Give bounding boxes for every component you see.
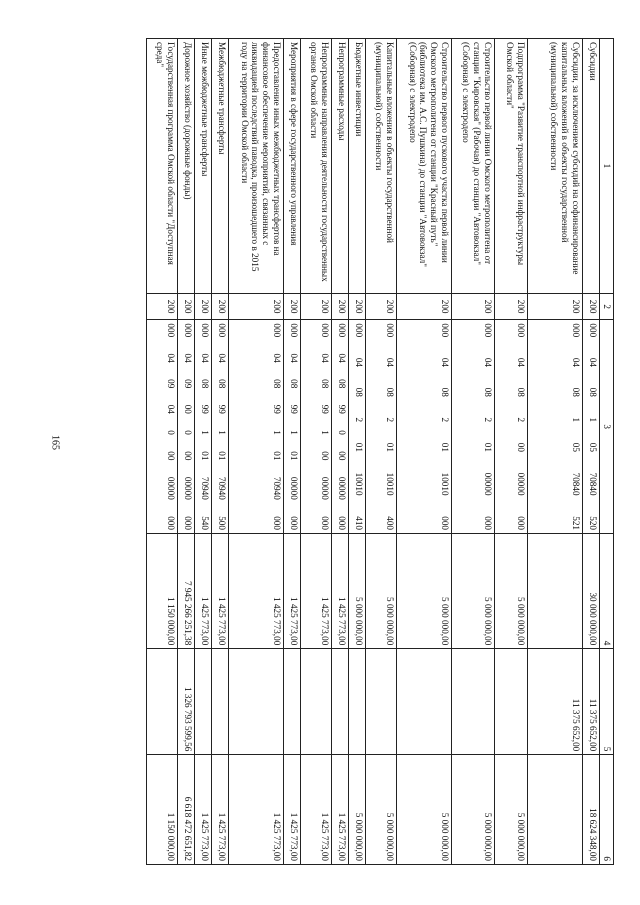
row-code-cell: 200 <box>349 293 366 320</box>
row-code-cell: 200 <box>301 293 332 320</box>
header-col-6: 6 <box>600 755 614 865</box>
classification-code: 520 <box>588 516 599 530</box>
classification-code: 00 <box>516 442 527 452</box>
row-code-cell: 200 <box>229 293 284 320</box>
classification-code: 000 <box>483 516 494 530</box>
classification-code: 70840 <box>588 472 599 496</box>
classification-code: 000 <box>354 323 365 338</box>
classification-codes <box>384 323 395 530</box>
classification-code: 99 <box>337 404 348 414</box>
header-col-5: 5 <box>600 649 614 755</box>
row-classification-cell <box>284 320 301 534</box>
classification-code: 000 <box>337 516 348 530</box>
classification-codes <box>199 323 210 530</box>
classification-code: 000 <box>289 516 300 530</box>
classification-code: 000 <box>440 323 451 338</box>
classification-code: 01 <box>385 442 396 452</box>
row-amount-regional-cell: 1 150 000,00 <box>147 755 178 865</box>
classification-code: 08 <box>354 387 365 397</box>
classification-code: 04 <box>385 357 396 367</box>
classification-code: 99 <box>217 404 228 414</box>
row-amount-total-cell: 1 425 773,00 <box>284 534 301 649</box>
classification-code: 99 <box>272 404 283 414</box>
classification-code: 70940 <box>217 476 228 500</box>
classification-codes <box>439 323 450 530</box>
classification-code: 08 <box>516 387 527 397</box>
classification-code: 05 <box>571 442 582 452</box>
classification-code: 000 <box>166 516 177 530</box>
classification-code: 08 <box>588 387 599 397</box>
classification-codes <box>319 323 330 530</box>
row-amount-fed-cell: 11 375 652,00 <box>528 649 583 755</box>
classification-code: 000 <box>289 323 300 338</box>
classification-code: 1 <box>272 430 283 435</box>
classification-code: 1 <box>289 430 300 435</box>
row-amount-total-cell: 30 000 000,00 <box>583 534 600 649</box>
page-number: 165 <box>49 435 61 450</box>
row-amount-fed-cell: 11 375 652,00 <box>583 649 600 755</box>
classification-code: 00 <box>166 451 177 461</box>
row-name-cell: Субсидии <box>583 39 600 294</box>
row-amount-fed-cell <box>332 649 349 755</box>
classification-code: 01 <box>483 442 494 452</box>
classification-code: 04 <box>440 357 451 367</box>
row-name-cell: Субсидии, за исключением субсидий на софинансирование капитальных вложений в объекты государственной (муниципальной) собственности <box>528 39 583 294</box>
row-code-cell: 200 <box>284 293 301 320</box>
classification-codes <box>482 323 493 530</box>
classification-code: 04 <box>183 353 194 363</box>
classification-code: 000 <box>516 516 527 530</box>
classification-code: 04 <box>354 357 365 367</box>
row-classification-cell <box>301 320 332 534</box>
row-code-cell: 200 <box>452 293 495 320</box>
row-code-cell: 200 <box>332 293 349 320</box>
row-classification-cell <box>349 320 366 534</box>
row-classification-cell <box>195 320 212 534</box>
classification-code: 000 <box>272 516 283 530</box>
row-classification-cell <box>397 320 452 534</box>
row-name-cell: Строительство первого пускового участка первой линии Омского метрополитена от станции "Красный путь" (библиотека им. А.С. Пушкина) до станции "Автовокзал" (Соборная) с электродепо <box>397 39 452 294</box>
classification-code: 04 <box>571 357 582 367</box>
row-amount-fed-cell <box>349 649 366 755</box>
classification-code: 01 <box>354 442 365 452</box>
row-amount-regional-cell: 1 425 773,00 <box>332 755 349 865</box>
classification-code: 000 <box>166 323 177 338</box>
classification-code: 000 <box>385 323 396 338</box>
row-amount-total-cell: 1 425 773,00 <box>229 534 284 649</box>
row-amount-regional-cell: 1 425 773,00 <box>284 755 301 865</box>
row-code-cell: 200 <box>528 293 583 320</box>
classification-code: 08 <box>571 387 582 397</box>
classification-code: 10010 <box>385 472 396 496</box>
classification-code: 08 <box>320 379 331 389</box>
row-amount-fed-cell <box>452 649 495 755</box>
row-name-cell: Мероприятия в сфере государственного управления <box>284 39 301 294</box>
row-amount-fed-cell <box>366 649 397 755</box>
table-row <box>495 39 528 865</box>
row-code-cell: 200 <box>583 293 600 320</box>
classification-code: 00000 <box>337 476 348 500</box>
classification-code: 70840 <box>571 472 582 496</box>
row-name-cell: Капитальные вложения в объекты государственной (муниципальной) собственности <box>366 39 397 294</box>
classification-code: 1 <box>588 417 599 423</box>
classification-code: 2 <box>385 417 396 423</box>
classification-code: 01 <box>289 451 300 461</box>
row-amount-fed-cell: 1 326 793 599,56 <box>178 649 195 755</box>
classification-codes <box>353 323 364 530</box>
row-amount-regional-cell: 18 624 348,00 <box>583 755 600 865</box>
classification-code: 000 <box>183 516 194 530</box>
classification-code: 70940 <box>272 476 283 500</box>
classification-code: 000 <box>272 323 283 338</box>
classification-code: 08 <box>217 379 228 389</box>
row-amount-regional-cell: 5 000 000,00 <box>349 755 366 865</box>
classification-code: 99 <box>320 404 331 414</box>
row-name-cell: Подпрограмма "Развитие транспортной инфраструктуры Омской области" <box>495 39 528 294</box>
classification-codes <box>515 323 526 530</box>
classification-code: 00000 <box>483 472 494 496</box>
classification-code: 04 <box>320 353 331 363</box>
classification-code: 04 <box>272 353 283 363</box>
classification-code: 000 <box>516 323 527 338</box>
row-amount-regional-cell <box>528 755 583 865</box>
classification-code: 400 <box>385 516 396 530</box>
row-amount-fed-cell <box>147 649 178 755</box>
classification-code: 04 <box>588 357 599 367</box>
classification-code: 000 <box>217 323 228 338</box>
classification-code: 04 <box>217 353 228 363</box>
classification-code: 00000 <box>320 476 331 500</box>
table-row <box>178 39 195 865</box>
row-amount-total-cell: 5 000 000,00 <box>349 534 366 649</box>
row-amount-regional-cell: 5 000 000,00 <box>397 755 452 865</box>
classification-code: 04 <box>166 353 177 363</box>
row-amount-total-cell: 5 000 000,00 <box>366 534 397 649</box>
table-row <box>284 39 301 865</box>
classification-code: 00 <box>183 451 194 461</box>
classification-code: 000 <box>588 323 599 338</box>
row-code-cell: 200 <box>366 293 397 320</box>
row-amount-regional-cell: 1 425 773,00 <box>195 755 212 865</box>
classification-code: 0 <box>183 430 194 435</box>
row-code-cell: 200 <box>195 293 212 320</box>
table-row <box>452 39 495 865</box>
header-col-2: 2 <box>600 293 614 320</box>
row-code-cell: 200 <box>178 293 195 320</box>
classification-code: 00 <box>183 404 194 414</box>
classification-code: 70940 <box>200 476 211 500</box>
table-row <box>583 39 600 865</box>
row-classification-cell <box>178 320 195 534</box>
row-classification-cell <box>495 320 528 534</box>
classification-code: 000 <box>440 516 451 530</box>
row-name-cell: Иные межбюджетные трансферты <box>195 39 212 294</box>
classification-code: 000 <box>337 323 348 338</box>
classification-code: 01 <box>200 451 211 461</box>
classification-code: 01 <box>440 442 451 452</box>
row-amount-fed-cell <box>301 649 332 755</box>
row-amount-regional-cell: 1 425 773,00 <box>301 755 332 865</box>
row-classification-cell <box>147 320 178 534</box>
classification-code: 08 <box>385 387 396 397</box>
classification-code: 2 <box>354 417 365 423</box>
classification-codes <box>587 323 598 530</box>
row-classification-cell <box>229 320 284 534</box>
row-amount-fed-cell <box>495 649 528 755</box>
classification-code: 500 <box>217 516 228 530</box>
classification-code: 08 <box>440 387 451 397</box>
row-name-cell: Межбюджетные трансферты <box>212 39 229 294</box>
row-code-cell: 200 <box>495 293 528 320</box>
classification-codes <box>182 323 193 530</box>
classification-code: 99 <box>200 404 211 414</box>
row-amount-fed-cell <box>229 649 284 755</box>
classification-code: 05 <box>588 442 599 452</box>
row-classification-cell <box>452 320 495 534</box>
classification-code: 04 <box>337 353 348 363</box>
classification-code: 04 <box>200 353 211 363</box>
header-row <box>600 39 614 865</box>
row-name-cell: Государственная программа Омской области "Доступная среда" <box>147 39 178 294</box>
row-classification-cell <box>212 320 229 534</box>
row-amount-regional-cell: 5 000 000,00 <box>495 755 528 865</box>
classification-code: 04 <box>289 353 300 363</box>
table-row <box>301 39 332 865</box>
row-amount-total-cell: 1 150 000,00 <box>147 534 178 649</box>
row-amount-fed-cell <box>284 649 301 755</box>
classification-code: 0 <box>337 430 348 435</box>
classification-code: 10010 <box>440 472 451 496</box>
classification-codes <box>570 323 581 530</box>
row-code-cell: 200 <box>212 293 229 320</box>
classification-code: 00000 <box>289 476 300 500</box>
row-amount-total-cell: 7 945 266 251,38 <box>178 534 195 649</box>
header-col-4: 4 <box>600 534 614 649</box>
row-amount-regional-cell: 5 000 000,00 <box>366 755 397 865</box>
table-body <box>147 39 600 865</box>
classification-code: 08 <box>483 387 494 397</box>
row-amount-total-cell: 1 425 773,00 <box>212 534 229 649</box>
classification-code: 000 <box>183 323 194 338</box>
classification-code: 00000 <box>516 472 527 496</box>
row-amount-total-cell: 5 000 000,00 <box>397 534 452 649</box>
row-code-cell: 200 <box>397 293 452 320</box>
classification-code: 521 <box>571 516 582 530</box>
row-amount-total-cell: 1 425 773,00 <box>195 534 212 649</box>
classification-code: 08 <box>272 379 283 389</box>
classification-code: 01 <box>272 451 283 461</box>
row-amount-regional-cell: 1 425 773,00 <box>229 755 284 865</box>
classification-code: 0 <box>166 430 177 435</box>
classification-code: 000 <box>320 323 331 338</box>
table-row <box>366 39 397 865</box>
row-amount-regional-cell: 6 618 472 651,82 <box>178 755 195 865</box>
classification-code: 10010 <box>354 472 365 496</box>
classification-code: 00 <box>320 451 331 461</box>
classification-code: 00000 <box>183 476 194 500</box>
row-amount-total-cell: 5 000 000,00 <box>452 534 495 649</box>
classification-code: 09 <box>183 379 194 389</box>
classification-code: 08 <box>337 379 348 389</box>
classification-code: 08 <box>200 379 211 389</box>
row-amount-fed-cell <box>397 649 452 755</box>
row-classification-cell <box>366 320 397 534</box>
classification-code: 000 <box>200 323 211 338</box>
classification-code: 04 <box>166 404 177 414</box>
row-amount-regional-cell: 1 425 773,00 <box>212 755 229 865</box>
classification-code: 00 <box>337 451 348 461</box>
classification-codes <box>216 323 227 530</box>
row-name-cell: Бюджетные инвестиции <box>349 39 366 294</box>
row-amount-total-cell: 5 000 000,00 <box>495 534 528 649</box>
table-row <box>528 39 583 865</box>
row-amount-total-cell: 1 425 773,00 <box>301 534 332 649</box>
classification-code: 540 <box>200 516 211 530</box>
classification-codes <box>271 323 282 530</box>
classification-code: 08 <box>289 379 300 389</box>
row-classification-cell <box>583 320 600 534</box>
table-row <box>212 39 229 865</box>
classification-codes <box>288 323 299 530</box>
row-name-cell: Непрограммные направления деятельности государственных органов Омской области <box>301 39 332 294</box>
table-row <box>195 39 212 865</box>
classification-codes <box>336 323 347 530</box>
classification-code: 2 <box>516 417 527 423</box>
table-row <box>397 39 452 865</box>
classification-code: 04 <box>483 357 494 367</box>
classification-code: 09 <box>166 379 177 389</box>
rotated-table-container <box>82 38 614 865</box>
classification-code: 99 <box>289 404 300 414</box>
table-row <box>332 39 349 865</box>
classification-code: 00000 <box>166 476 177 500</box>
row-amount-total-cell: 1 425 773,00 <box>332 534 349 649</box>
classification-code: 1 <box>571 417 582 423</box>
classification-code: 2 <box>483 417 494 423</box>
row-amount-regional-cell: 5 000 000,00 <box>452 755 495 865</box>
row-amount-total-cell <box>528 534 583 649</box>
classification-code: 000 <box>320 516 331 530</box>
classification-code: 2 <box>440 417 451 423</box>
classification-code: 04 <box>516 357 527 367</box>
classification-code: 1 <box>320 430 331 435</box>
budget-table <box>146 38 614 865</box>
row-classification-cell <box>332 320 349 534</box>
row-amount-fed-cell <box>195 649 212 755</box>
table-row <box>229 39 284 865</box>
row-name-cell: Непрограммные расходы <box>332 39 349 294</box>
row-amount-fed-cell <box>212 649 229 755</box>
row-name-cell: Предоставление иных межбюджетных трансфертов на финансовое обеспечение мероприятий, связанных с ликвидацией последствий паводка, произошедшего в 2015 году на территории Омской области <box>229 39 284 294</box>
table-row <box>349 39 366 865</box>
row-code-cell: 200 <box>147 293 178 320</box>
header-col-3: 3 <box>600 320 614 534</box>
classification-codes <box>165 323 176 530</box>
table-row <box>147 39 178 865</box>
classification-code: 000 <box>571 323 582 338</box>
row-name-cell: Строительство первой линии Омского метрополитена от станции "Кировская" (Рабочая) до станции "Автовокзал" (Соборная) с электродепо <box>452 39 495 294</box>
row-name-cell: Дорожное хозяйство (дорожные фонды) <box>178 39 195 294</box>
classification-code: 000 <box>483 323 494 338</box>
header-col-1: 1 <box>600 39 614 294</box>
row-classification-cell <box>528 320 583 534</box>
classification-code: 410 <box>354 516 365 530</box>
classification-code: 1 <box>200 430 211 435</box>
classification-code: 1 <box>217 430 228 435</box>
classification-code: 01 <box>217 451 228 461</box>
